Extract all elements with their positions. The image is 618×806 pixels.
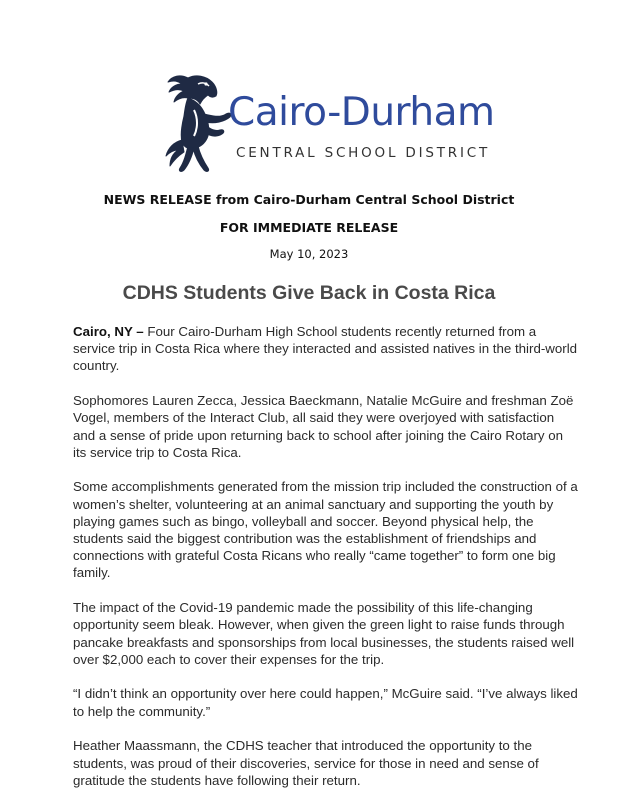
paragraph-1 [73, 323, 578, 375]
paragraph-3: Some accomplishments generated from the mission trip included the construction of a women’s shelter, volunteering at an animal sanctuary and supporting the youth by playing games such as bingo, volleyball and soccer. Beyond physical help, the students said the biggest contribution was the establishment of friendships and connections with grateful Costa Ricans who really “came together” to form one big family. [73, 479, 578, 581]
release-date: May 10, 2023 [269, 247, 349, 261]
release-immediate-label: FOR IMMEDIATE RELEASE [219, 220, 399, 235]
article-headline: CDHS Students Give Back in Costa Rica [122, 282, 496, 304]
paragraph-2: Sophomores Lauren Zecca, Jessica Baeckmann, Natalie McGuire and freshman Zoë Vogel, members of the Interact Club, all said they were overjoyed with satisfaction and a sense of pride upon returning back to school after joining the Cairo Rotary on its service trip to Costa Rica. [73, 393, 574, 460]
district-subtitle: CENTRAL SCHOOL DISTRICT [236, 145, 491, 161]
district-name: Cairo-Durham [228, 90, 495, 135]
paragraph-1-text: Four Cairo-Durham High School students recently returned from a service trip in Costa Rica where they interacted and assisted natives in the third-world country. [73, 324, 578, 374]
article-body [73, 323, 578, 806]
dateline: Cairo, NY – [73, 324, 144, 339]
paragraph-4: The impact of the Covid-19 pandemic made the possibility of this life-changing opportunity seem bleak. However, when given the green light to raise funds through pancake breakfasts and sponsorships from local businesses, the students raised well over $2,000 each to cover their expenses for the trip. [73, 600, 575, 667]
district-logo [158, 70, 495, 180]
paragraph-6: Heather Maassmann, the CDHS teacher that introduced the opportunity to the students, was proud of their discoveries, service for those in need and sense of gratitude the students have following their return. [73, 738, 539, 788]
paragraph-5: “I didn’t think an opportunity over here could happen,” McGuire said. “I’ve always liked to help the community.” [73, 686, 578, 719]
release-from-line: NEWS RELEASE from Cairo-Durham Central School District [103, 192, 515, 207]
